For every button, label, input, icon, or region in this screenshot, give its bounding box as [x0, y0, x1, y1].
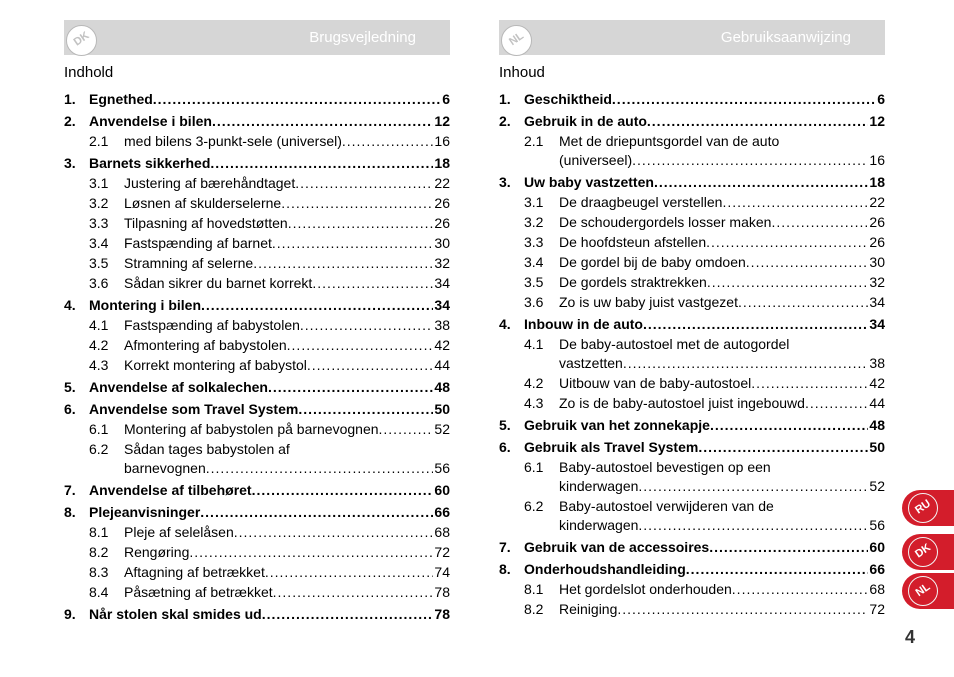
toc-entry-number: 3.2 [524, 214, 544, 230]
toc-entry-title: Baby-autostoel verwijderen van de [559, 498, 774, 514]
toc-entry-number: 5. [499, 417, 511, 433]
toc-dot-leader [265, 563, 434, 581]
language-tab-ru[interactable] [902, 490, 954, 526]
toc-entry [64, 174, 450, 192]
toc-entry-page: 60 [434, 482, 450, 498]
toc-entry [499, 112, 885, 130]
toc-entry [499, 335, 885, 353]
toc-entry-page: 34 [434, 297, 450, 313]
toc-entry [499, 477, 885, 495]
toc-dot-leader [234, 523, 434, 541]
toc-entry-page: 32 [434, 255, 450, 271]
page-number: 4 [905, 627, 916, 647]
toc-dot-leader [698, 438, 868, 456]
toc-entry-number: 4.3 [89, 357, 109, 373]
toc-entry-title: De schoudergordels losser maken [559, 214, 772, 230]
toc-dot-leader [751, 374, 868, 392]
toc-entry-page: 22 [434, 175, 450, 191]
toc-entry-number: 6.2 [524, 498, 544, 514]
toc-entry [499, 233, 885, 251]
toc-entry [499, 374, 885, 392]
toc-entry-page: 48 [434, 379, 450, 395]
toc-entry [499, 173, 885, 191]
toc-entry-number: 8.1 [524, 581, 544, 597]
language-tab-circle: DK [908, 537, 938, 567]
toc-entry [64, 132, 450, 150]
toc-entry-title: Justering af bærehåndtaget [124, 175, 296, 191]
toc-heading: Inhoud [499, 64, 545, 81]
toc-entry-page: 48 [869, 417, 885, 433]
toc-entry-page: 30 [434, 235, 450, 251]
toc-entry-title: Gebruik van de accessoires [524, 539, 710, 555]
toc-entry-number: 3.3 [89, 215, 109, 231]
toc-entry-page: 22 [869, 194, 885, 210]
language-tab-nl[interactable] [902, 573, 954, 609]
toc-entry-number: 4.2 [524, 375, 544, 391]
toc-entry [64, 481, 450, 499]
toc-dot-leader [638, 477, 868, 495]
toc-entry-page: 66 [869, 561, 885, 577]
toc-entry-title: Anvendelse som Travel System [89, 401, 299, 417]
toc-entry [499, 193, 885, 211]
toc-entry-title: Korrekt montering af babystol [124, 357, 307, 373]
toc-entry-title: Sådan tages babystolen af [124, 441, 290, 457]
toc-entry-page: 26 [434, 215, 450, 231]
toc-entry-number: 2. [499, 113, 511, 129]
toc-entry-title: De gordel bij de baby omdoen [559, 254, 746, 270]
toc-entry [64, 605, 450, 623]
toc-entry [64, 316, 450, 334]
toc-dot-leader [746, 253, 869, 271]
header-bar-dk [64, 20, 450, 55]
toc-dot-leader [632, 151, 868, 169]
toc-dot-leader [647, 112, 869, 130]
toc-entry-title: Aftagning af betrækket [124, 564, 265, 580]
toc-dot-leader [654, 173, 868, 191]
header-title: Brugsvejledning [309, 29, 416, 46]
toc-entry [64, 563, 450, 581]
toc-entry [499, 273, 885, 291]
toc-entry [499, 600, 885, 618]
toc-entry-number: 4.1 [524, 336, 544, 352]
toc-entry-title: Met de driepuntsgordel van de auto [559, 133, 780, 149]
toc-dot-leader [200, 503, 433, 521]
toc-entry-page: 42 [434, 337, 450, 353]
toc-entry-number: 3. [64, 155, 76, 171]
toc-entry [499, 354, 885, 372]
toc-heading: Indhold [64, 64, 114, 81]
toc-dot-leader [617, 600, 868, 618]
toc-entry-page: 32 [869, 274, 885, 290]
toc-entry-page: 34 [869, 294, 885, 310]
toc-entry-title: Inbouw in de auto [524, 316, 643, 332]
toc-entry-title: Stramning af selerne [124, 255, 254, 271]
toc-dot-leader [307, 356, 434, 374]
toc-entry-title: Rengøring [124, 544, 190, 560]
toc-dot-leader [288, 214, 434, 232]
toc-entry [499, 132, 885, 150]
toc-entry-title: Fastspænding af babystolen [124, 317, 300, 333]
toc-entry [64, 254, 450, 272]
toc-entry [64, 583, 450, 601]
toc-entry-page: 30 [869, 254, 885, 270]
toc-entry-title: Plejeanvisninger [89, 504, 201, 520]
toc-entry-page: 18 [434, 155, 450, 171]
toc-entry-page: 44 [869, 395, 885, 411]
toc-entry [64, 503, 450, 521]
toc-entry-number: 4. [64, 297, 76, 313]
toc-list [499, 90, 885, 618]
language-tab-circle: NL [908, 576, 938, 606]
toc-list [64, 90, 450, 623]
toc-entry [499, 394, 885, 412]
toc-entry-page: 26 [434, 195, 450, 211]
toc-entry [64, 234, 450, 252]
toc-entry-title: Anvendelse af tilbehøret [89, 482, 252, 498]
toc-dot-leader [710, 416, 868, 434]
toc-entry-title: Sådan sikrer du barnet korrekt [124, 275, 313, 291]
toc-entry-title: De baby-autostoel met de autogordel [559, 336, 790, 352]
toc-entry-title: Zo is de baby-autostoel juist ingebouwd [559, 395, 805, 411]
toc-entry [499, 315, 885, 333]
toc-entry-number: 3. [499, 174, 511, 190]
toc-entry [64, 154, 450, 172]
toc-entry [499, 580, 885, 598]
toc-entry-title: Afmontering af babystolen [124, 337, 287, 353]
toc-entry-page: 12 [434, 113, 450, 129]
toc-entry-number: 3.3 [524, 234, 544, 250]
toc-entry [499, 293, 885, 311]
toc-entry-number: 4. [499, 316, 511, 332]
toc-entry-page: 52 [869, 478, 885, 494]
toc-entry [499, 560, 885, 578]
toc-entry-title: Fastspænding af barnet [124, 235, 272, 251]
toc-entry-number: 3.2 [89, 195, 109, 211]
toc-entry [499, 151, 885, 169]
toc-entry [64, 296, 450, 314]
toc-entry-page: 6 [877, 91, 885, 107]
toc-entry-number: 7. [64, 482, 76, 498]
toc-entry-page: 16 [434, 133, 450, 149]
toc-entry-page: 72 [434, 544, 450, 560]
toc-entry [499, 213, 885, 231]
toc-entry-page: 42 [869, 375, 885, 391]
toc-entry-page: 52 [434, 421, 450, 437]
toc-entry-page: 68 [869, 581, 885, 597]
toc-entry [499, 416, 885, 434]
toc-entry-title: Barnets sikkerhed [89, 155, 211, 171]
toc-entry-number: 1. [499, 91, 511, 107]
toc-entry-title: barnevognen [124, 460, 206, 476]
toc-entry [64, 400, 450, 418]
toc-entry-number: 3.4 [524, 254, 544, 270]
toc-entry-page: 50 [434, 401, 450, 417]
toc-dot-leader [210, 154, 433, 172]
toc-entry-number: 4.2 [89, 337, 109, 353]
toc-entry [499, 497, 885, 515]
toc-entry-title: Montering i bilen [89, 297, 201, 313]
language-tab-circle: RU [908, 493, 938, 523]
toc-entry-number: 8. [499, 561, 511, 577]
toc-entry [64, 194, 450, 212]
toc-entry-page: 56 [869, 517, 885, 533]
toc-entry-page: 60 [869, 539, 885, 555]
toc-entry-page: 44 [434, 357, 450, 373]
toc-entry-title: Montering af babystolen på barnevognen [124, 421, 379, 437]
toc-entry-title: Het gordelslot onderhouden [559, 581, 732, 597]
toc-entry-number: 9. [64, 606, 76, 622]
toc-dot-leader [295, 174, 433, 192]
toc-entry-number: 8.1 [89, 524, 109, 540]
toc-dot-leader [732, 580, 869, 598]
toc-entry-title: Gebruik van het zonnekapje [524, 417, 710, 433]
toc-entry-title: Zo is uw baby juist vastgezet [559, 294, 738, 310]
header-bar-nl [499, 20, 885, 55]
toc-dot-leader [738, 293, 868, 311]
toc-entry-title: Gebruik in de auto [524, 113, 647, 129]
toc-entry [64, 440, 450, 458]
toc-entry [64, 420, 450, 438]
toc-entry-number: 7. [499, 539, 511, 555]
toc-entry-page: 26 [869, 214, 885, 230]
toc-entry-page: 78 [434, 584, 450, 600]
toc-dot-leader [153, 90, 441, 108]
toc-dot-leader [201, 296, 433, 314]
toc-entry-number: 3.1 [89, 175, 109, 191]
toc-entry-number: 2. [64, 113, 76, 129]
toc-entry [499, 90, 885, 108]
toc-entry-number: 8.2 [89, 544, 109, 560]
toc-dot-leader [623, 354, 869, 372]
toc-entry-number: 3.4 [89, 235, 109, 251]
toc-entry [64, 112, 450, 130]
toc-entry-title: vastzetten [559, 355, 623, 371]
toc-dot-leader [805, 394, 868, 412]
toc-entry [64, 336, 450, 354]
toc-entry-title: Anvendelse i bilen [89, 113, 212, 129]
language-badge-nl: NL [501, 25, 532, 56]
language-badge-dk: DK [66, 25, 97, 56]
toc-entry-number: 4.1 [89, 317, 109, 333]
toc-dot-leader [686, 560, 869, 578]
toc-entry-title: med bilens 3-punkt-sele (universel) [124, 133, 342, 149]
toc-entry-page: 50 [869, 439, 885, 455]
toc-entry-number: 6.1 [89, 421, 109, 437]
toc-dot-leader [298, 400, 433, 418]
toc-dot-leader [612, 90, 876, 108]
toc-entry-title: Reiniging [559, 601, 618, 617]
toc-dot-leader [287, 336, 434, 354]
toc-entry [499, 516, 885, 534]
toc-entry-page: 6 [442, 91, 450, 107]
toc-entry-number: 1. [64, 91, 76, 107]
toc-entry-title: Egnethed [89, 91, 153, 107]
toc-dot-leader [379, 420, 434, 438]
toc-dot-leader [771, 213, 868, 231]
toc-entry [499, 458, 885, 476]
toc-entry-page: 34 [869, 316, 885, 332]
toc-entry-title: De draagbeugel verstellen [559, 194, 723, 210]
toc-dot-leader [709, 538, 868, 556]
toc-entry [64, 356, 450, 374]
toc-entry-number: 6. [64, 401, 76, 417]
toc-entry-title: Baby-autostoel bevestigen op een [559, 459, 771, 475]
toc-entry-page: 78 [434, 606, 450, 622]
toc-entry [499, 538, 885, 556]
toc-dot-leader [281, 194, 433, 212]
toc-dot-leader [206, 459, 434, 477]
toc-entry-page: 74 [434, 564, 450, 580]
toc-dot-leader [262, 605, 434, 623]
toc-entry-page: 34 [434, 275, 450, 291]
toc-dot-leader [212, 112, 433, 130]
toc-entry-number: 6. [499, 439, 511, 455]
toc-entry-page: 72 [869, 601, 885, 617]
toc-entry-number: 3.5 [89, 255, 109, 271]
toc-entry-page: 68 [434, 524, 450, 540]
toc-entry-number: 5. [64, 379, 76, 395]
toc-entry-number: 3.6 [524, 294, 544, 310]
toc-dot-leader [189, 543, 433, 561]
toc-entry-number: 8.4 [89, 584, 109, 600]
toc-dot-leader [300, 316, 434, 334]
toc-dot-leader [312, 274, 433, 292]
toc-entry-title: Påsætning af betrækket [124, 584, 273, 600]
toc-entry [499, 438, 885, 456]
toc-entry-page: 38 [869, 355, 885, 371]
toc-entry-number: 3.5 [524, 274, 544, 290]
toc-entry-number: 2.1 [524, 133, 544, 149]
toc-entry-number: 8. [64, 504, 76, 520]
toc-entry [64, 90, 450, 108]
toc-dot-leader [268, 378, 433, 396]
toc-entry-title: Onderhoudshandleiding [524, 561, 686, 577]
toc-entry-page: 16 [869, 152, 885, 168]
toc-entry-title: De hoofdsteun afstellen [559, 234, 707, 250]
toc-entry-title: (universeel) [559, 152, 633, 168]
toc-entry-title: Løsnen af skulderselerne [124, 195, 282, 211]
left-column [64, 20, 450, 623]
toc-entry-title: Uitbouw van de baby-autostoel [559, 375, 752, 391]
toc-entry-title: Anvendelse af solkalechen [89, 379, 268, 395]
toc-entry [64, 214, 450, 232]
toc-entry-number: 8.2 [524, 601, 544, 617]
toc-dot-leader [273, 583, 434, 601]
toc-entry [64, 274, 450, 292]
toc-entry-title: Pleje af selelåsen [124, 524, 234, 540]
toc-entry-title: Uw baby vastzetten [524, 174, 654, 190]
toc-entry-page: 56 [434, 460, 450, 476]
toc-dot-leader [342, 132, 434, 150]
toc-dot-leader [272, 234, 434, 252]
toc-entry-title: Tilpasning af hovedstøtten [124, 215, 288, 231]
toc-entry-title: Gebruik als Travel System [524, 439, 699, 455]
toc-entry-title: kinderwagen [559, 517, 639, 533]
toc-entry-number: 8.3 [89, 564, 109, 580]
toc-entry-page: 66 [434, 504, 450, 520]
toc-entry-number: 3.6 [89, 275, 109, 291]
toc-entry-title: kinderwagen [559, 478, 639, 494]
toc-entry-number: 6.2 [89, 441, 109, 457]
toc-dot-leader [638, 516, 868, 534]
language-tab-dk[interactable] [902, 534, 954, 570]
toc-dot-leader [707, 273, 869, 291]
toc-entry [64, 523, 450, 541]
toc-entry-title: Når stolen skal smides ud [89, 606, 262, 622]
toc-entry-title: Geschiktheid [524, 91, 612, 107]
toc-dot-leader [722, 193, 868, 211]
header-title: Gebruiksaanwijzing [720, 29, 851, 46]
toc-entry-page: 38 [434, 317, 450, 333]
toc-entry [64, 459, 450, 477]
toc-entry-number: 4.3 [524, 395, 544, 411]
toc-entry [64, 543, 450, 561]
toc-dot-leader [706, 233, 868, 251]
toc-entry-number: 3.1 [524, 194, 544, 210]
toc-entry [64, 378, 450, 396]
toc-dot-leader [253, 254, 433, 272]
toc-entry-number: 2.1 [89, 133, 109, 149]
toc-entry [499, 253, 885, 271]
toc-dot-leader [252, 481, 434, 499]
right-column [499, 20, 885, 618]
toc-entry-title: De gordels straktrekken [559, 274, 707, 290]
toc-entry-page: 12 [869, 113, 885, 129]
toc-entry-page: 18 [869, 174, 885, 190]
toc-entry-number: 6.1 [524, 459, 544, 475]
toc-dot-leader [643, 315, 868, 333]
toc-entry-page: 26 [869, 234, 885, 250]
